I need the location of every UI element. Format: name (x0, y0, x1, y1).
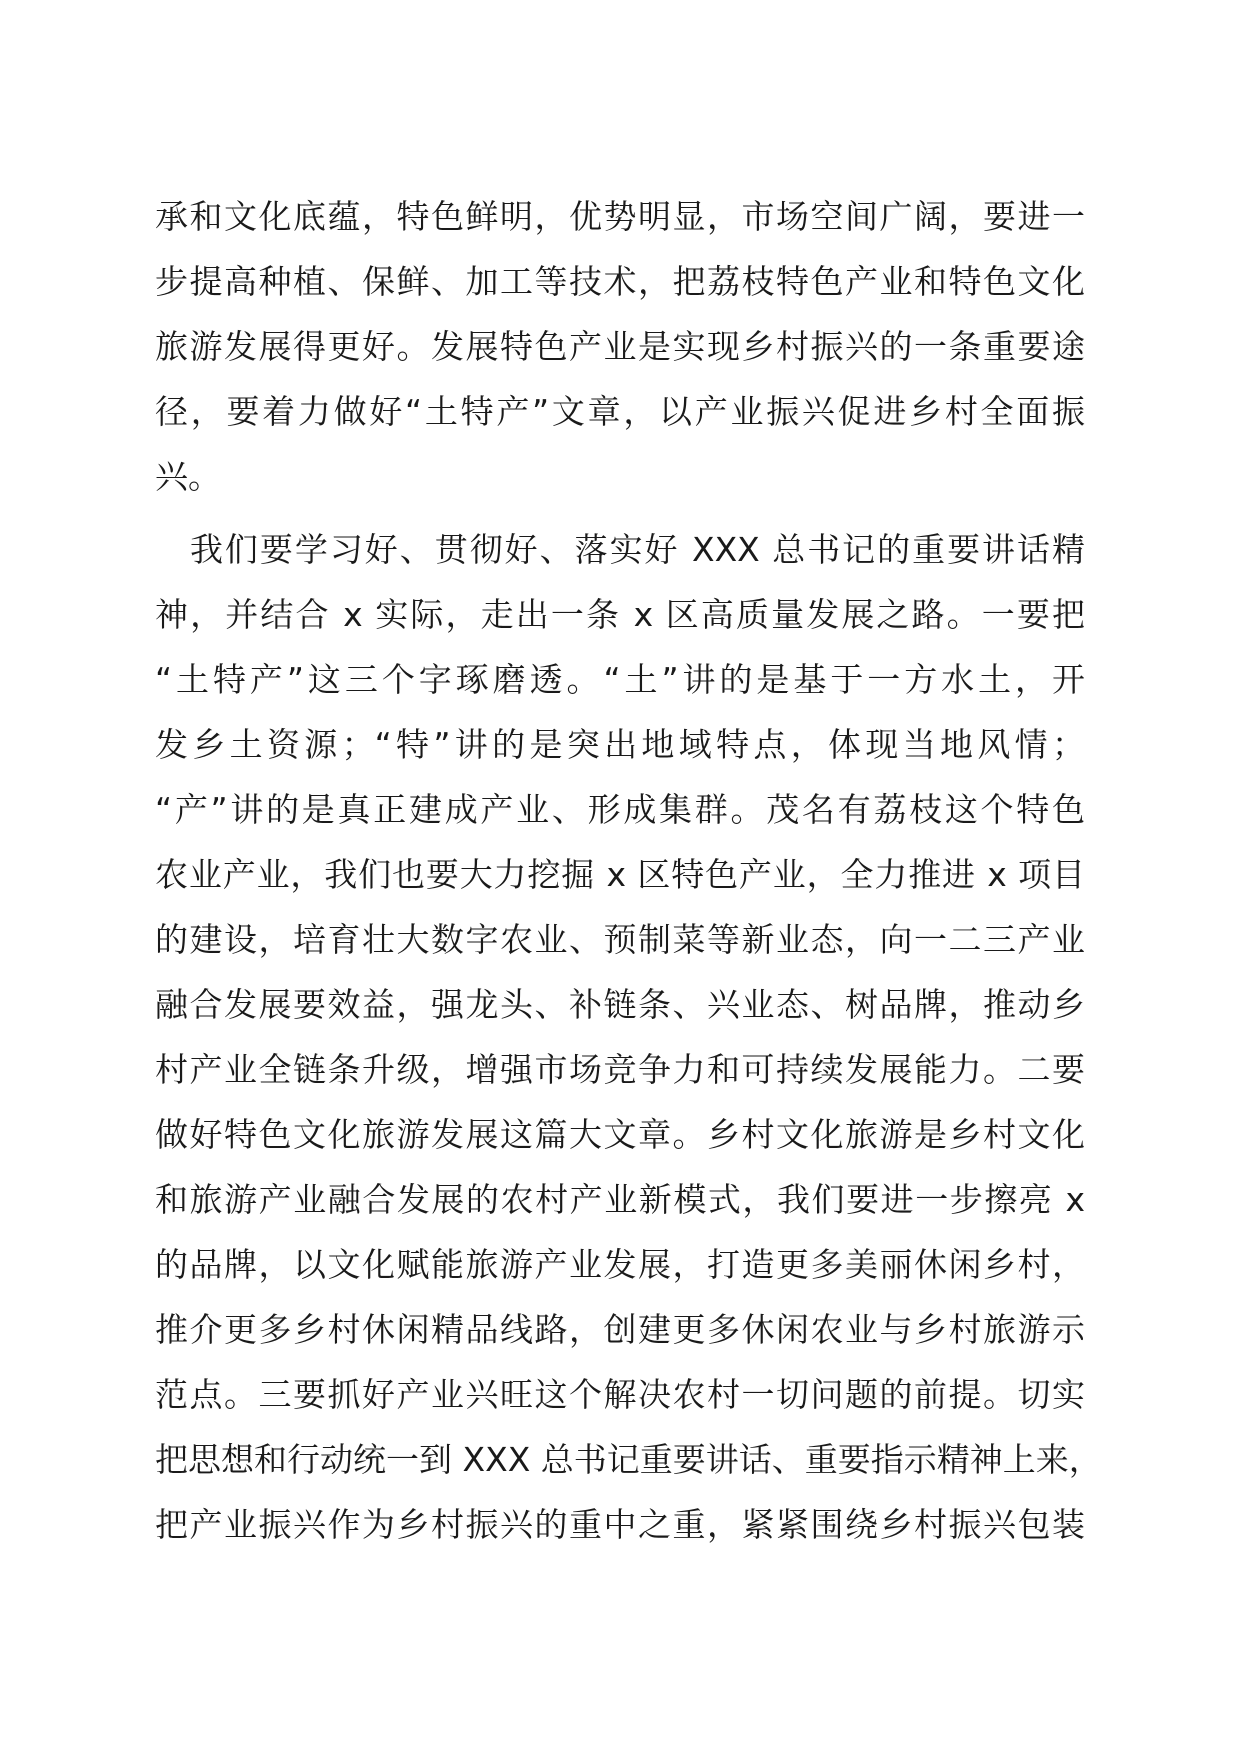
text-line: 融合发展要效益，强龙头、补链条、兴业态、树品牌，推动乡 (155, 985, 1085, 1024)
text-line: 的建设，培育壮大数字农业、预制菜等新业态，向一二三产业 (155, 920, 1085, 959)
text-line: 和旅游产业融合发展的农村产业新模式，我们要进一步擦亮 x (155, 1180, 1085, 1219)
text-line: 发乡土资源；“特”讲的是突出地域特点，体现当地风情； (155, 725, 1085, 764)
text-line: 范点。三要抓好产业兴旺这个解决农村一切问题的前提。切实 (155, 1375, 1085, 1414)
text-line: 径，要着力做好“土特产”文章，以产业振兴促进乡村全面振 (155, 392, 1085, 431)
text-line: 把思想和行动统一到 XXX 总书记重要讲话、重要指示精神上来， (155, 1440, 1102, 1479)
paragraph-1 (155, 184, 1085, 509)
text-line: 把产业振兴作为乡村振兴的重中之重，紧紧围绕乡村振兴包装 (155, 1505, 1085, 1544)
text-line: 村产业全链条升级，增强市场竞争力和可持续发展能力。二要 (155, 1050, 1085, 1089)
text-line: 我们要学习好、贯彻好、落实好 XXX 总书记的重要讲话精 (155, 530, 1085, 569)
text-line: 兴。 (155, 457, 221, 496)
text-line: 推介更多乡村休闲精品线路，创建更多休闲农业与乡村旅游示 (155, 1310, 1085, 1349)
text-line: “土特产”这三个字琢磨透。“土”讲的是基于一方水土，开 (155, 660, 1085, 699)
text-line: “产”讲的是真正建成产业、形成集群。茂名有荔枝这个特色 (155, 790, 1085, 829)
text-line: 神，并结合 x 实际，走出一条 x 区高质量发展之路。一要把 (155, 595, 1085, 634)
text-line: 的品牌，以文化赋能旅游产业发展，打造更多美丽休闲乡村， (155, 1245, 1085, 1284)
text-line: 做好特色文化旅游发展这篇大文章。乡村文化旅游是乡村文化 (155, 1115, 1085, 1154)
text-line: 农业产业，我们也要大力挖掘 x 区特色产业，全力推进 x 项目 (155, 855, 1085, 894)
paragraph-2 (155, 517, 1102, 1557)
text-line: 步提高种植、保鲜、加工等技术，把荔枝特色产业和特色文化 (155, 262, 1085, 301)
text-line: 承和文化底蕴，特色鲜明，优势明显，市场空间广阔，要进一 (155, 197, 1085, 236)
paragraph-spacer (155, 509, 1085, 517)
text-line: 旅游发展得更好。发展特色产业是实现乡村振兴的一条重要途 (155, 327, 1085, 366)
document-body (155, 184, 1102, 1557)
